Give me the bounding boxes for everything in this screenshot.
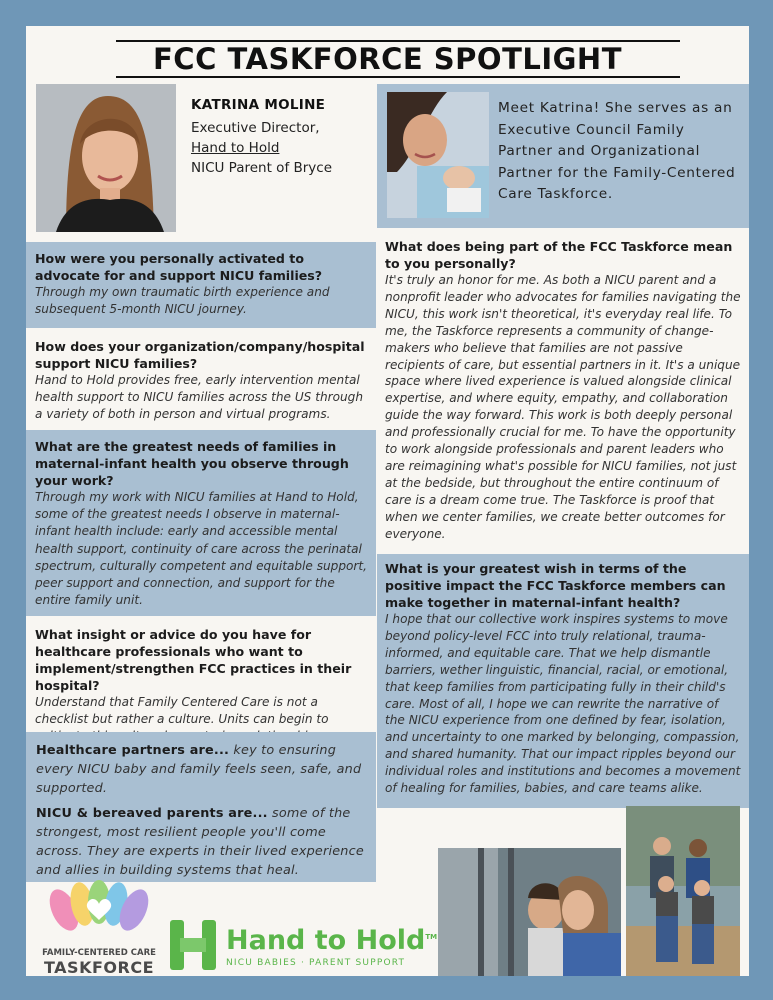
partner-text: key to ensuring every NICU baby and family feels seen, safe, and supported.	[36, 743, 362, 796]
fcc-taskforce-logo	[36, 876, 162, 976]
qa-right-1	[377, 232, 749, 550]
partner-label: NICU & bereaved parents are...	[36, 806, 268, 821]
headshot-illustration	[36, 84, 176, 232]
partner-text: some of the strongest, most resilient people you'll come across. They are experts in their lived experience and allies in building systems that heal.	[36, 806, 364, 878]
qa-left-3	[26, 430, 376, 616]
profile-role: Executive Director,	[191, 120, 320, 136]
profile-block	[191, 97, 371, 178]
answer: Through my own traumatic birth experience and subsequent 5-month NICU journey.	[35, 285, 330, 317]
hth-logo-name: Hand to Hold	[226, 925, 426, 956]
question: What insight or advice do you have for healthcare professionals who want to implement/strengthen FCC practices in their hospital?	[35, 627, 352, 693]
qa-left-2	[26, 330, 376, 428]
partner-statement-healthcare	[36, 741, 366, 798]
qa-right-2	[377, 554, 749, 808]
fcc-logo-line1: FAMILY-CENTERED CARE	[42, 948, 156, 958]
qa-left-4	[26, 618, 376, 730]
question: What does being part of the FCC Taskforce mean to you personally?	[385, 239, 733, 271]
answer: It's truly an honor for me. As both a NICU parent and a nonprofit leader who advocates for families navigating the NICU, this work isn't theoretical, it's everyday real life. To me, the Taskforce represents a community of change-makers who believe that families are not passive recipients of care, but essential partners in it. It's a unique space where lived experience is valued alongside clinical expertise, and where equity, empathy, and collaboration guide the way forward. This work is both deeply personal and professionally crucial for me. To have the opportunity to work alongside professionals and parent leaders who are reimagining what's possible for NICU families, not just at the bedside, but throughout the entire continuum of care is a dream come true. The Taskforce is proof that when we center families, we create better outcomes for everyone.	[385, 273, 741, 541]
family-group-illustration	[626, 806, 740, 976]
partners-panel	[26, 732, 376, 882]
question: What is your greatest wish in terms of the positive impact the FCC Taskforce members can make together in maternal-infant health?	[385, 561, 726, 610]
answer: Hand to Hold provides free, early intervention mental health support to NICU families across the US through a variety of both in person and virtual programs.	[35, 373, 363, 422]
family-photo-group	[626, 806, 740, 976]
profile-name: KATRINA MOLINE	[191, 97, 326, 113]
question: What are the greatest needs of families in maternal-infant health you observe through your work?	[35, 439, 349, 488]
question: How were you personally activated to advocate for and support NICU families?	[35, 251, 323, 283]
profile-org-link[interactable]: Hand to Hold	[191, 140, 280, 156]
profile-parent-of: NICU Parent of Bryce	[191, 160, 333, 176]
hth-logo-tm: TM	[425, 933, 438, 941]
partner-statement-parents	[36, 804, 366, 880]
fcc-logo-line2: TASKFORCE	[44, 958, 154, 977]
answer: Understand that Family Centered Care is not a checklist but rather a culture. Units can begin to	[35, 695, 329, 727]
family-kiss-illustration	[438, 848, 621, 976]
question: How does your organization/company/hospital support NICU families?	[35, 339, 365, 371]
page-title: FCC TASKFORCE SPOTLIGHT	[153, 42, 622, 76]
family-photo-kiss	[438, 848, 621, 976]
hand-to-hold-mark-icon	[168, 918, 218, 972]
nicu-illustration	[387, 92, 489, 218]
answer: Through my work with NICU families at Hand to Hold, some of the greatest needs I observe in maternal-infant health include: early and accessible mental health support, continuity of care across the perinatal spectrum, culturally competent and equitable support, peer support and connection, and support for the entire family unit.	[35, 490, 367, 608]
partner-label: Healthcare partners are...	[36, 743, 230, 758]
hands-heart-icon	[36, 876, 162, 938]
qa-left-1	[26, 242, 376, 328]
title-rule-bottom	[116, 76, 680, 78]
hand-to-hold-logo	[226, 922, 438, 968]
intro-text: Meet Katrina! She serves as an Executive Council Family Partner and Organizational Partner for the Family-Centered Care Taskforce.	[498, 100, 736, 203]
answer: I hope that our collective work inspires systems to move beyond policy-level FCC into truly relational, trauma-informed, and equitable care. That we help dismantle barriers, wether linguistic, financial, racial, or emotional, that keep families from participating fully in their child's care. Most of all, I hope we can rewrite the narrative of the NICU experience from one defined by fear, isolation, and uncertainty to one marked by belonging, compassion, and shared humanity. That our impact ripples beyond our individual roles and institutions and becomes a movement of healing for families, babies, and care teams alike.	[385, 612, 741, 796]
headshot-photo	[36, 84, 176, 232]
nicu-photo	[387, 92, 489, 218]
hth-logo-tagline: NICU BABIES · PARENT SUPPORT	[226, 958, 406, 968]
